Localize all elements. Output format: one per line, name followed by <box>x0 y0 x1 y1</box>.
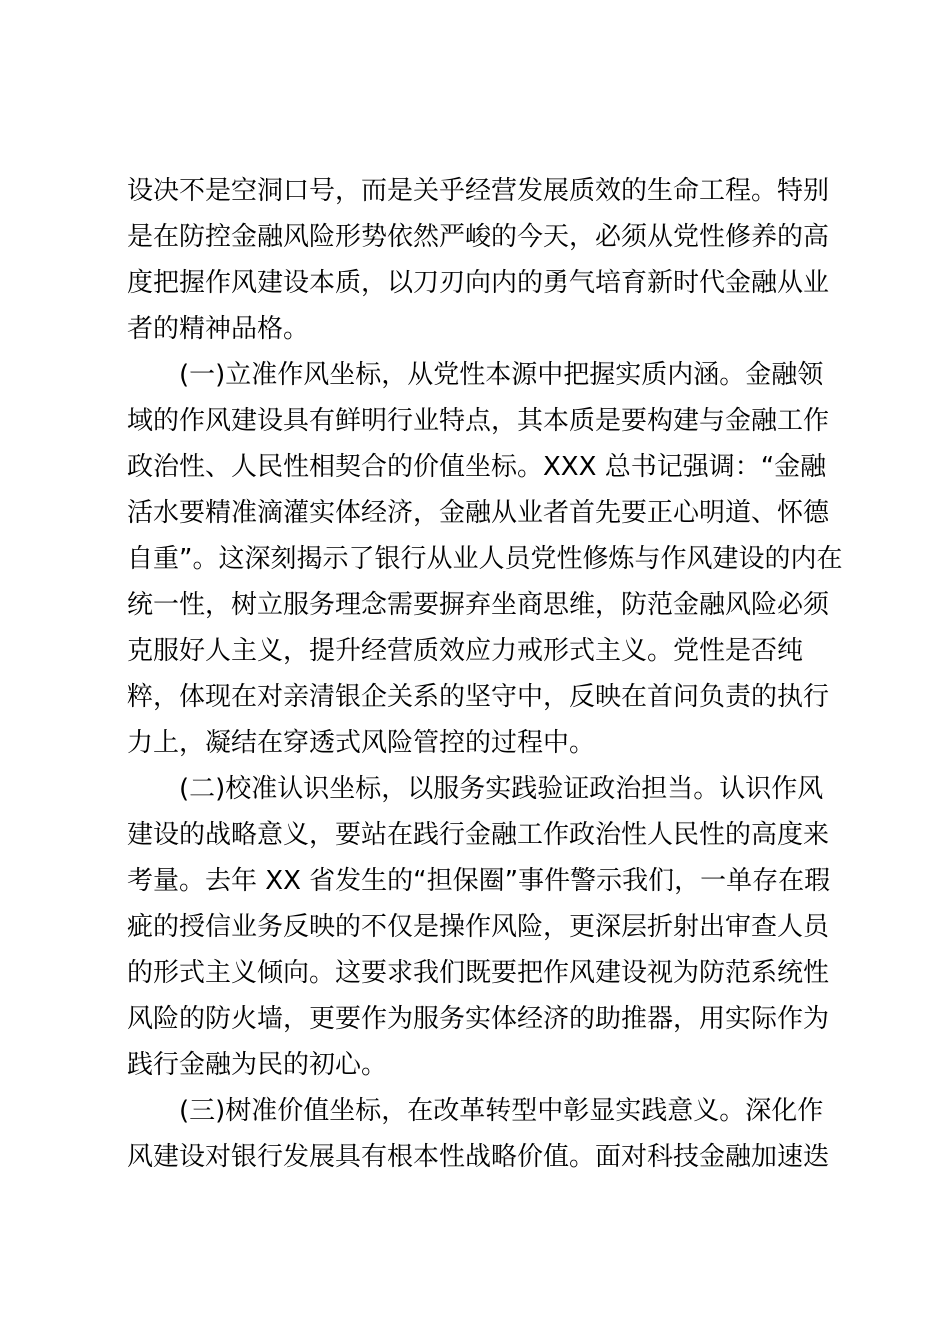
section-heading-line: (三)树准价值坐标，在改革转型中彰显实践意义。深化作 <box>179 1096 824 1126</box>
text-line: 活水要精准滴灌实体经济，金融从业者首先要正心明道、怀德 <box>127 498 830 528</box>
text-line: 克服好人主义，提升经营质效应力戒形式主义。党性是否纯 <box>127 636 804 666</box>
text-line: 自重”。这深刻揭示了银行从业人员党性修炼与作风建设的内在 <box>127 544 843 574</box>
text-line: 的形式主义倾向。这要求我们既要把作风建设视为防范系统性 <box>127 958 830 988</box>
text-line: 设决不是空洞口号，而是关乎经营发展质效的生命工程。特别 <box>127 176 830 206</box>
text-line: 政治性、人民性相契合的价值坐标。XXX 总书记强调：“金融 <box>127 452 827 482</box>
text-line: 风险的防火墙，更要作为服务实体经济的助推器，用实际作为 <box>127 1004 830 1034</box>
text-line: 考量。去年 XX 省发生的“担保圈”事件警示我们，一单存在瑕 <box>127 866 831 896</box>
text-line: 粹，体现在对亲清银企关系的坚守中，反映在首问负责的执行 <box>127 682 830 712</box>
text-line: 是在防控金融风险形势依然严峻的今天，必须从党性修养的高 <box>127 222 830 252</box>
text-line: 风建设对银行发展具有根本性战略价值。面对科技金融加速迭 <box>127 1142 830 1172</box>
text-line: 者的精神品格。 <box>127 314 310 344</box>
text-line: 统一性，树立服务理念需要摒弃坐商思维，防范金融风险必须 <box>127 590 830 620</box>
section-heading-line: (一)立准作风坐标，从党性本源中把握实质内涵。金融领 <box>179 360 824 390</box>
text-line: 域的作风建设具有鲜明行业特点，其本质是要构建与金融工作 <box>127 406 830 436</box>
document-body <box>127 168 843 1180</box>
text-line: 疵的授信业务反映的不仅是操作风险，更深层折射出审查人员 <box>127 912 830 942</box>
section-heading-line: (二)校准认识坐标，以服务实践验证政治担当。认识作风 <box>179 774 824 804</box>
text-line: 度把握作风建设本质，以刀刃向内的勇气培育新时代金融从业 <box>127 268 830 298</box>
text-line: 践行金融为民的初心。 <box>127 1050 388 1080</box>
text-line: 力上，凝结在穿透式风险管控的过程中。 <box>127 728 596 758</box>
text-line: 建设的战略意义，要站在践行金融工作政治性人民性的高度来 <box>127 820 830 850</box>
